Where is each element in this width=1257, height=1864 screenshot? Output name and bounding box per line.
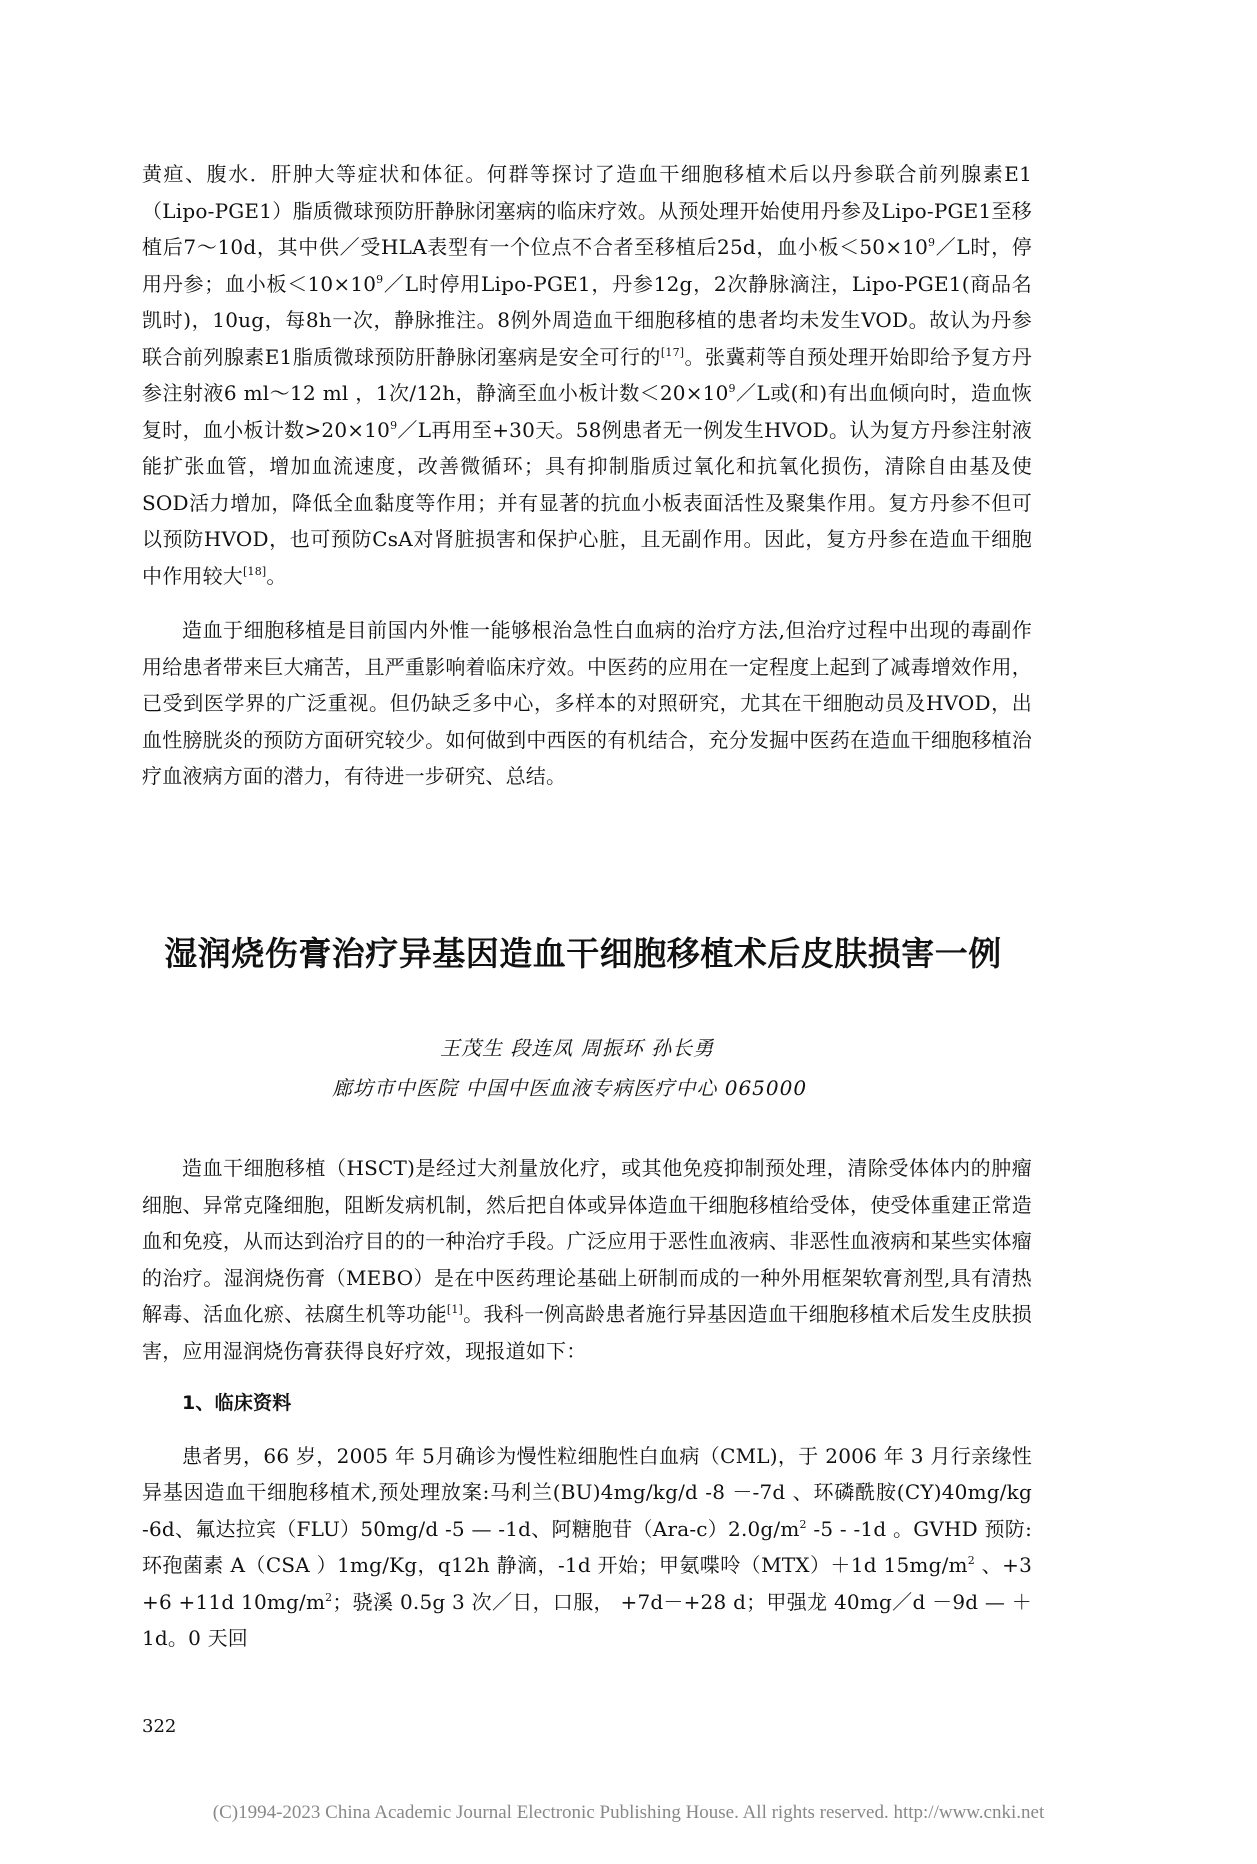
article-body — [142, 1150, 1032, 1657]
superscript-exponent: 9 — [376, 272, 384, 286]
superscript-exponent: 2 — [967, 1554, 975, 1567]
superscript-exponent: 2 — [325, 1590, 333, 1604]
copyright-footer: (C)1994-2023 China Academic Journal Electronic Publishing House. All rights reserved. http://www.cnki.net — [212, 1802, 1045, 1823]
previous-paragraph-1: 黄疸、腹水．肝肿大等症状和体征。何群等探讨了造血干细胞移植术后以丹参联合前列腺素E1（Lipo-PGE1）脂质微球预防肝静脉闭塞病的临床疗效。从预处理开始使用丹参及Lipo-PGE1至移植后7～10d，其中供／受HLA表型有一个位点不合者至移植后25d，血小板$<50\times 10^9/L$时，停用丹参；血小板$<10\times 10^9/L$时停用Lipo-PGE1，丹参12g，2次静脉滴注，Lipo-PGE1(商品名凯时)，10ug，每8h一次，静脉推注。8例外周造血干细胞移植的患者均未发生VOD。故认为丹参联合前列腺素E1脂质微球预防肝静脉闭塞病是安全可行的[17]。张冀莉等自预处理开始即给予复方丹参注射液6 ml～12 ml ，1次/12h，静滴至血小板计数$<20\times 10^9/L$或(和)有出血倾向时，造血恢复时，血小板计数$>20\times 10^9/L$再用至+30天。58例患者无一例发生HVOD。认为复方丹参注射液能扩张血管，增加血流速度，改善微循环；具有抑制脂质过氧化和抗氧化损伤，清除自由基及使SOD活力增加，降低全血黏度等作用；并有显著的抗血小板表面活性及聚集作用。复方丹参不但可以预防HVOD，也可预防CsA对肾脏损害和保护心脏，且无副作用。因此，复方丹参在造血干细胞中作用较大[18]。 — [142, 162, 1033, 588]
superscript-exponent: 9 — [390, 418, 398, 432]
intro-paragraph: 造血干细胞移植（HSCT)是经过大剂量放化疗，或其他免疫抑制预处理，清除受体体内的肿瘤细胞、异常克隆细胞，阻断发病机制，然后把自体或异体造血干细胞移植给受体，使受体重建正常造血和免疫，从而达到治疗目的的一种治疗手段。广泛应用于恶性血液病、非恶性血液病和某些实体瘤的治疗。湿润烧伤膏（MEBO）是在中医药理论基础上研制而成的一种外用框架软膏剂型,具有清热解毒、活血化瘀、祛腐生机等功能[1]。我科一例高龄患者施行异基因造血干细胞移植术后发生皮肤损害，应用湿润烧伤膏获得良好疗效，现报道如下： — [142, 1156, 1033, 1363]
case-paragraph: 患者男，66 岁，2005 年 5月确诊为慢性粒细胞性白血病（CML)，于 2006 年 3 月行亲缘性异基因造血干细胞移植术,预处理放案:马利兰(BU)4mg/kg/d -8 －-7d 、环磷酰胺(CY)40mg/kg -6d、氟达拉宾（FLU）50mg/d -5 — -1d、阿糖胞苷$(Ara-c)2.0g/m^2$ -5 - -1d 。GVHD 预防:环孢菌素 A（CSA ）1mg/Kg，q12h 静滴，-1d 开始；甲氨喋呤（MTX）＋1d $15mg/m^2$ 、+3 +6 +11d $10mg/m^2$；骁溪 0.5g 3 次／日，口服， +7d－+28 d；甲强龙 40mg／d －9d — ＋1d。0 天回 — [142, 1443, 1033, 1650]
page-number: 322 — [142, 1716, 177, 1737]
superscript-exponent: 9 — [728, 382, 736, 395]
previous-paragraph-2: 造血于细胞移植是目前国内外惟一能够根治急性白血病的治疗方法,但治疗过程中出现的毒副作用给患者带来巨大痛苦，且严重影响着临床疗效。中医药的应用在一定程度上起到了减毒增效作用，已受到医学界的广泛重视。但仍缺乏多中心，多样本的对照研究，尤其在干细胞动员及HVOD，出血性膀胱炎的预防方面研究较少。如何做到中西医的有机结合，充分发掘中医药在造血干细胞移植治疗血液病方面的潜力，有待进一步研究、总结。 — [142, 618, 1032, 788]
article-affiliation: 廊坊市中医院 中国中医血液专病医疗中心 065000 — [332, 1076, 808, 1100]
article-title: 湿润烧伤膏治疗异基因造血干细胞移植术后皮肤损害一例 — [164, 934, 1002, 973]
article-authors: 王茂生 段连凤 周振环 孙长勇 — [440, 1036, 715, 1060]
citation-17: [17] — [660, 345, 685, 359]
section-heading-clinical-data: 1、临床资料 — [182, 1392, 292, 1414]
previous-article-conclusion — [142, 156, 1032, 795]
citation-18: [18] — [243, 564, 267, 578]
superscript-exponent: 2 — [799, 1517, 807, 1531]
citation-1: [1] — [446, 1303, 464, 1316]
superscript-exponent: 9 — [928, 236, 936, 249]
